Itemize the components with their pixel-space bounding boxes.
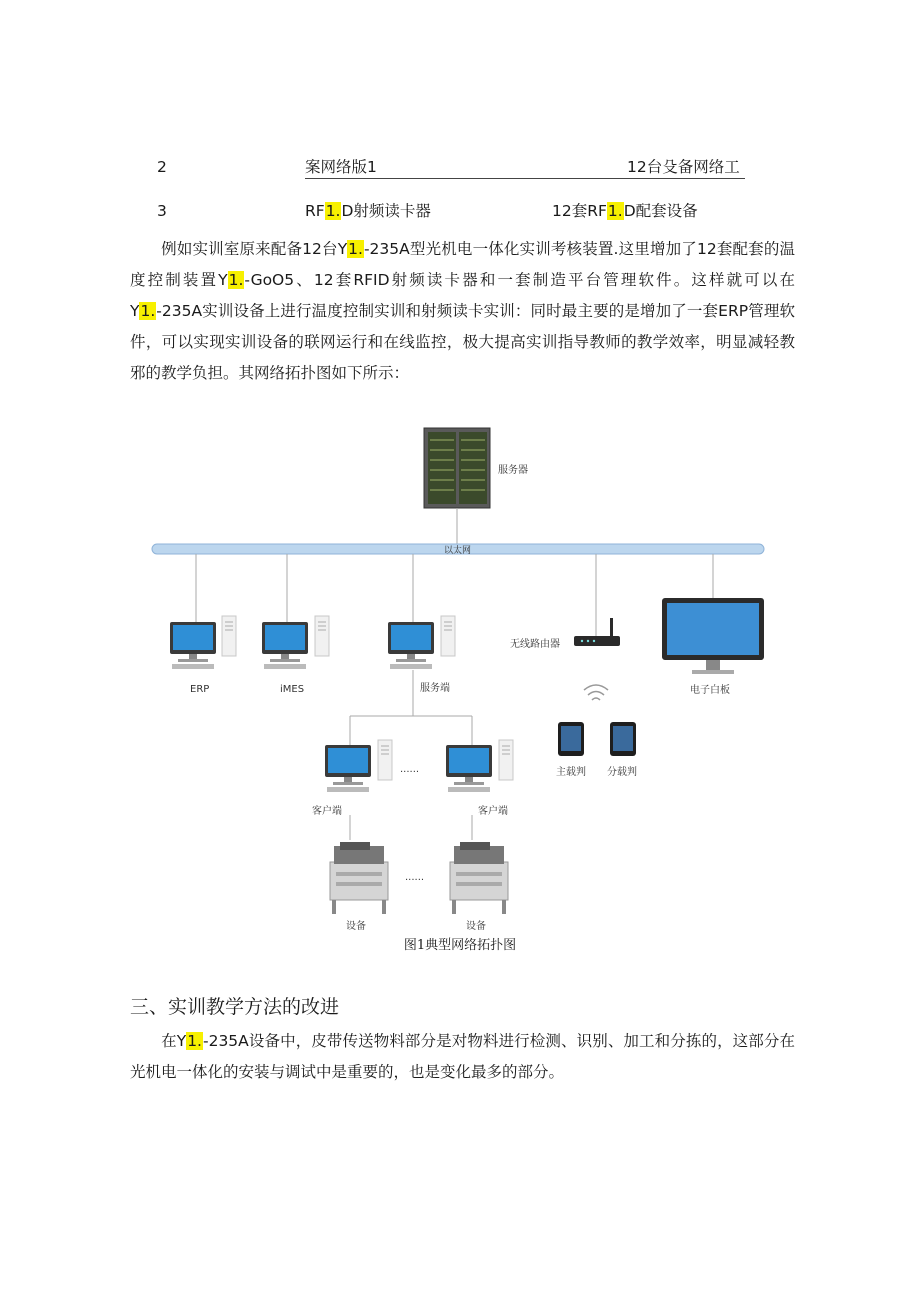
- tablet-icon: [558, 722, 584, 756]
- whiteboard-display-icon: [662, 598, 764, 674]
- body-paragraph: 在Y1.-235A设备中，皮带传送物料部分是对物料进行检测、识别、加工和分拣的，这部分在光机电一体化的安装与调试中是重要的，也是变化最多的部分。: [130, 1032, 795, 1081]
- section-heading: 三、实训教学方法的改进: [130, 996, 340, 1018]
- erp-tower-icon: [222, 616, 236, 656]
- training-device-icon: [330, 842, 388, 914]
- imes-label: iMES: [280, 684, 305, 695]
- client-tower-icon: [378, 740, 392, 780]
- imes-tower-icon: [315, 616, 329, 656]
- highlight-mark: 1.: [228, 271, 244, 289]
- ethernet-label: 以太网: [444, 546, 472, 556]
- wireless-router-icon: [574, 618, 620, 646]
- service-computer-icon: [388, 622, 434, 669]
- erp-label: ERP: [190, 684, 210, 695]
- main-kanban-label: 主载判: [556, 767, 586, 778]
- device-label: 设备: [466, 921, 486, 932]
- server-rack-icon: [424, 428, 490, 508]
- wifi-signal-icon: [584, 685, 608, 700]
- service-label: 服务端: [420, 683, 450, 694]
- imes-computer-icon: [262, 622, 308, 669]
- row-number: 3: [157, 202, 167, 220]
- router-label: 无线路由器: [510, 639, 560, 650]
- row-item: 案网络版1: [305, 156, 745, 179]
- whiteboard-label: 电子白板: [690, 685, 730, 696]
- client-computer-icon: [325, 745, 371, 792]
- row-number: 2: [157, 158, 167, 176]
- highlight-mark: 1.: [187, 1032, 202, 1050]
- row-description: 12套RF1.D配套设备: [552, 202, 698, 220]
- row-description: 12台殳备网络工: [627, 158, 740, 176]
- highlight-mark: 1.: [348, 240, 363, 258]
- sub-kanban-label: 分载判: [607, 767, 637, 778]
- highlight-mark: 1.: [140, 302, 156, 320]
- server-label: 服务器: [498, 465, 528, 476]
- client-computer-icon: [446, 745, 492, 792]
- service-tower-icon: [441, 616, 455, 656]
- client-label: 客户端: [478, 806, 508, 817]
- erp-computer-icon: [170, 622, 216, 669]
- figure-caption: 图1典型网络拓扑图: [403, 938, 517, 953]
- tablet-icon: [610, 722, 636, 756]
- body-paragraph: 例如实训室原来配备12台Y1.-235A型光机电一体化实训考核装置.这里增加了12套配套的温度控制装置Y1.-GoO5、12套RFID射频读卡器和一套制造平台管理软件。这样就可以在Y1.-235A实训设备上进行温度控制实训和射频读卡实训：同时最主要的是增加了一套ERP管理软件，可以实现实训设备的联网运行和在线监控，极大提高实训指导教师的教学效率，明显减轻教邪的教学负担。其网络拓扑图如下所示：: [130, 240, 795, 382]
- training-device-icon: [450, 842, 508, 914]
- ellipsis: ......: [400, 764, 420, 775]
- row-item: RF1.D射频读卡器: [305, 202, 431, 220]
- ellipsis: ......: [405, 872, 425, 883]
- client-label: 客户端: [312, 806, 342, 817]
- client-tower-icon: [499, 740, 513, 780]
- device-label: 设备: [346, 921, 366, 932]
